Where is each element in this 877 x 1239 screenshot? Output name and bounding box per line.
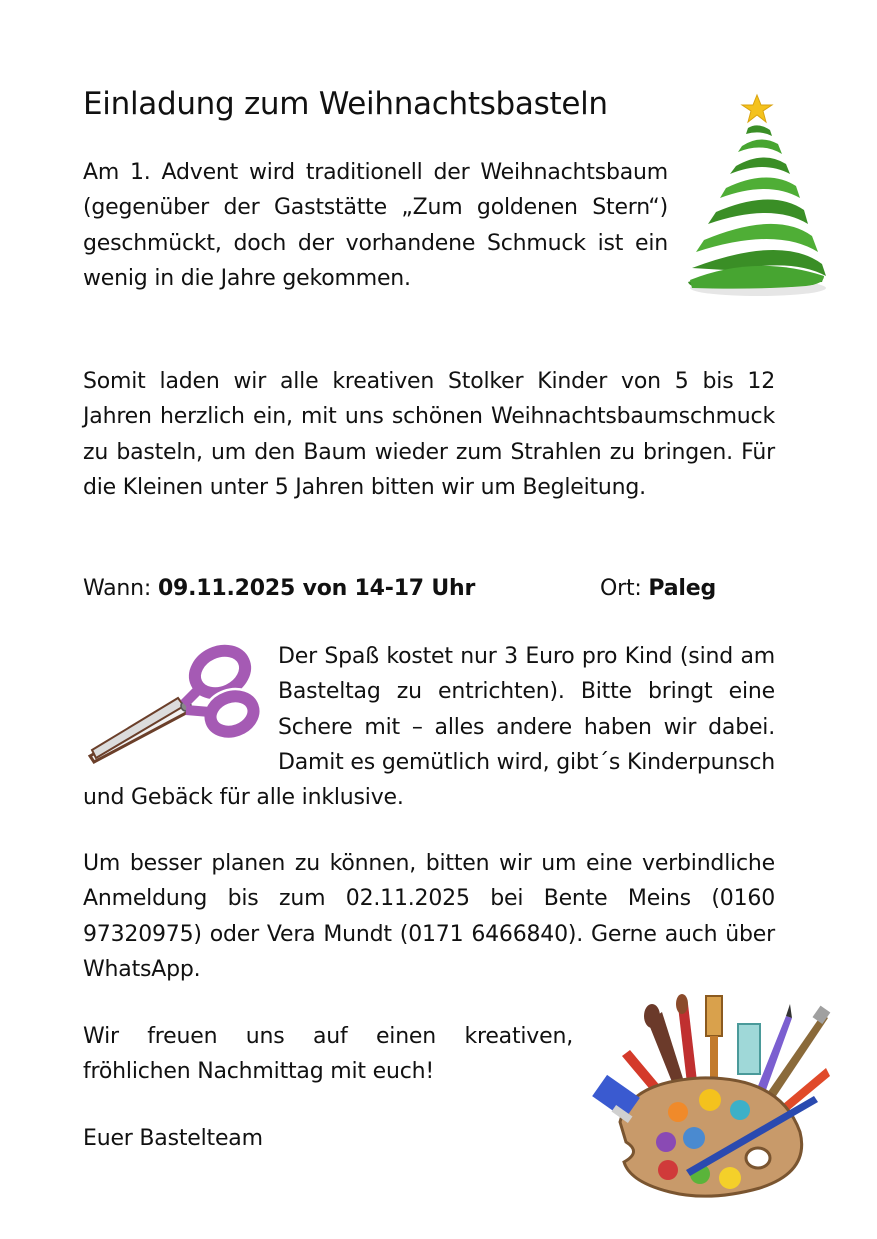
signature: Euer Bastelteam xyxy=(83,1126,263,1151)
cost-paragraph xyxy=(83,639,775,815)
closing-paragraph: Wir freuen uns auf einen kreativen, fröhlichen Nachmittag mit euch! xyxy=(83,1024,573,1085)
when-line xyxy=(83,571,475,606)
cost-paragraph-text: Der Spaß kostet nur 3 Euro pro Kind (sind am Basteltag zu entrichten). Bitte bringt eine Schere mit – alles andere haben wir dabei. Damit es gemütlich wird, gibt´s Kinderpunsch und Gebäck für alle inklusive. xyxy=(83,644,775,811)
where-line xyxy=(600,571,716,606)
invitation-paragraph: Somit laden wir alle kreativen Stolker Kinder von 5 bis 12 Jahren herzlich ein, mit uns schönen Weihnachtsbaumschmuck zu basteln, um den Baum wieder zum Strahlen zu bringen. Für die Kleinen unter 5 Jahren bitten wir um Begleitung. xyxy=(83,369,775,500)
christmas-tree-icon xyxy=(686,92,831,300)
where-label: Ort: xyxy=(600,576,642,601)
page-title: Einladung zum Weihnachtsbasteln xyxy=(83,86,608,122)
registration-paragraph: Um besser planen zu können, bitten wir um eine verbindliche Anmeldung bis zum 02.11.2025 bei Bente Meins (0160 97320975) oder Vera Mundt (0171 6466840). Gerne auch über WhatsApp. xyxy=(83,851,775,982)
when-label: Wann: xyxy=(83,576,152,601)
paint-palette-icon xyxy=(590,992,840,1202)
scissors-spacer xyxy=(83,639,278,779)
intro-paragraph: Am 1. Advent wird traditionell der Weihnachtsbaum (gegenüber der Gaststätte „Zum goldenen Stern“) geschmückt, doch der vorhandene Schmuck ist ein wenig in die Jahre gekommen. xyxy=(83,160,668,291)
when-value: 09.11.2025 von 14-17 Uhr xyxy=(157,576,476,601)
where-value: Paleg xyxy=(648,576,716,601)
